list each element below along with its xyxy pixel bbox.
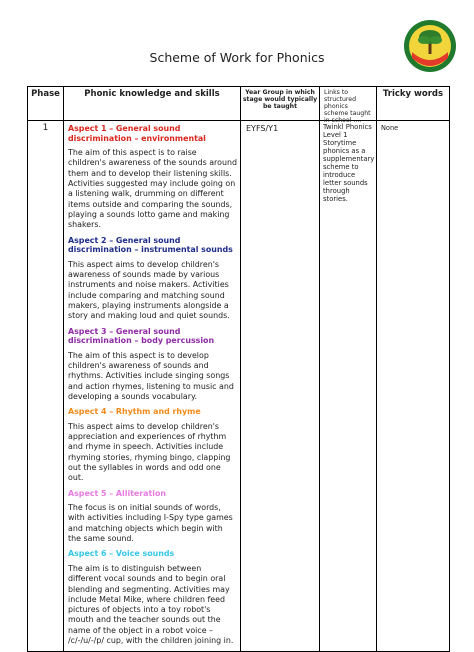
table-header-row — [28, 87, 450, 121]
aspect-5-body: The focus is on initial sounds of words, with activities including I-Spy type games and matching objects which begin with the same sound. — [68, 503, 233, 544]
aspect-2 — [68, 236, 237, 322]
aspect-5-title: Aspect 5 – Alliteration — [68, 488, 167, 498]
phonics-scheme-table — [27, 86, 450, 652]
aspect-3 — [68, 327, 237, 403]
aspect-6-body: The aim is to distinguish between different vocal sounds and to begin oral blending and segmenting. Activities may include Metal Mike, where children feed pictures of objects into a toy robot's mouth and the teacher sounds out the name of the object in a robot voice – /c/-/u/-/p/ cup, with the children joining in. — [68, 563, 234, 646]
aspect-6-title: Aspect 6 – Voice sounds — [68, 549, 175, 559]
header-phase: Phase — [28, 87, 64, 121]
aspect-4-title: Aspect 4 – Rhythm and rhyme — [68, 407, 201, 417]
skills-cell — [64, 121, 241, 652]
aspect-3-title: Aspect 3 – General sound discrimination – body percussion — [68, 326, 215, 346]
header-year-group: Year Group in which stage would typically be taught — [241, 87, 320, 121]
page-title: Scheme of Work for Phonics — [149, 50, 325, 65]
links-text: Twinkl Phonics Level 1 Storytime phonics as a supplementary scheme to introduce letter sounds through stories. — [323, 123, 375, 203]
aspect-1 — [68, 124, 237, 231]
aspect-6 — [68, 549, 237, 646]
header-tricky-words: Tricky words — [377, 87, 450, 121]
aspect-2-title: Aspect 2 – General sound discrimination – instrumental sounds — [68, 235, 233, 255]
aspect-3-body: The aim of this aspect is to develop children's awareness of sounds and rhythms. Activities include singing songs and action rhymes, listening to music and developing a sounds vocabulary. — [68, 350, 234, 401]
header-skills: Phonic knowledge and skills — [64, 87, 241, 121]
phase-cell: 1 — [28, 121, 64, 652]
links-cell — [320, 121, 377, 652]
aspect-4-body: This aspect aims to develop children's appreciation and experiences of rhythm and rhyme in speech. Activities include rhyming stories, rhyming bingo, clapping out the syllables in words and odd one out. — [68, 421, 231, 483]
school-crest-icon — [402, 18, 458, 74]
aspect-2-body: This aspect aims to develop children's awareness of sounds made by various instruments and noise makers. Activities include comparing and matching sound makers, playing instruments alongside a story and making loud and quiet sounds. — [68, 259, 230, 321]
aspect-4 — [68, 407, 237, 483]
header-links-text: Links to structured phonics scheme taught in school .... — [324, 89, 371, 124]
tricky-words-cell: None — [377, 121, 450, 652]
aspect-5 — [68, 489, 237, 545]
year-group-cell: EYFS/Y1 — [241, 121, 320, 652]
aspect-1-body: The aim of this aspect is to raise children's awareness of the sounds around them and to develop their listening skills. Activities suggested may include going on a listening walk, drumming on different items outside and comparing the sounds, playing a sounds lotto game and making shakers. — [68, 148, 237, 230]
table-row — [28, 121, 450, 652]
header-links — [320, 87, 377, 124]
aspect-1-title: Aspect 1 – General sound discrimination – environmental — [68, 124, 206, 143]
